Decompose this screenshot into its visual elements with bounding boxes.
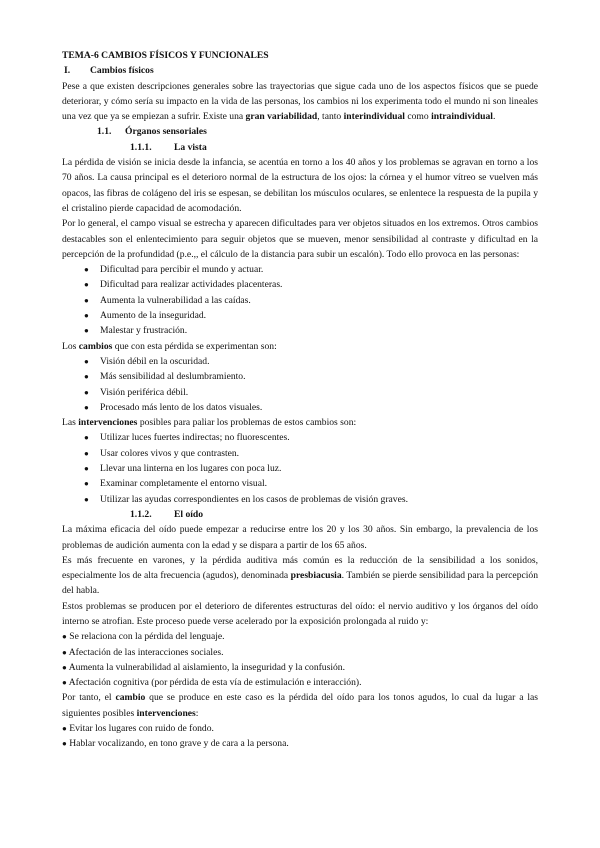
list-item: ● Examinar completamente el entorno visual. <box>62 476 538 491</box>
list-item: ● Utilizar las ayudas correspondientes en los casos de problemas de visión graves. <box>62 492 538 507</box>
text: Es más frecuente en varones, y la pérdida auditiva más común es la reducción de la sensibilidad a los sonidos, especialmente los de alta frecuencia (agudos), denominada <box>62 554 538 582</box>
section-number: 1.1.1. <box>130 141 152 153</box>
text: . También se pierde sensibilidad para la percepción del habla. <box>62 570 539 597</box>
vista-paragraph-2: Por lo general, el campo visual se estrecha y aparecen dificultades para ver objetos situados en los extremos. Otros cambios destacables son el enlentecimiento para seguir objetos que se mueven, menor sensibilidad al contraste y dificultad en la percepción de la profundidad (p.e.,, el cálculo de la distancia para subir un escalón). Todo ello provoca en las personas: <box>62 218 538 260</box>
intro-text: . <box>492 111 496 123</box>
bold-term: intervenciones <box>78 417 138 429</box>
oido-paragraph-2 <box>62 553 538 599</box>
list-item-text: Hablar vocalizando, en tono grave y de cara a la persona. <box>69 738 289 750</box>
list-item <box>62 675 538 690</box>
intro-bold: gran variabilidad <box>245 111 318 123</box>
bold-term: cambios <box>78 340 113 352</box>
intro-paragraph <box>62 79 538 125</box>
vista-cambios-list <box>62 354 538 415</box>
oido-paragraph-4 <box>62 690 538 721</box>
text: que con esta pérdida se experimentan son: <box>112 340 277 352</box>
vista-cambios-intro <box>62 339 538 354</box>
text: posibles para paliar los problemas de estos cambios son: <box>137 417 357 429</box>
list-item: ● Llevar una linterna en los lugares con poca luz. <box>62 461 538 476</box>
list-item <box>62 736 538 751</box>
section-number: I. <box>64 65 71 77</box>
list-item: ● Más sensibilidad al deslumbramiento. <box>62 369 538 384</box>
list-item: ● Malestar y frustración. <box>62 323 538 338</box>
section-label: La vista <box>174 141 207 153</box>
intro-text: como <box>404 111 432 123</box>
text: Las <box>62 417 79 429</box>
section-label: Órganos sensoriales <box>125 126 207 138</box>
section-label: Cambios físicos <box>90 65 154 77</box>
list-item <box>62 629 538 644</box>
bold-term: cambio <box>115 692 146 704</box>
oido-paragraph-1: La máxima eficacia del oído puede empezar a reducirse entre los 20 y los 30 años. Sin embargo, la prevalencia de los problemas de audición aumenta con la edad y se dispara a partir de los 65 años. <box>62 524 538 551</box>
list-item: ● Procesado más lento de los datos visuales. <box>62 400 538 415</box>
list-item <box>62 660 538 675</box>
list-item: ● Dificultad para realizar actividades placenteras. <box>62 277 538 292</box>
bullet-icon: ● <box>62 647 67 657</box>
oido-paragraph-3: Estos problemas se producen por el deterioro de diferentes estructuras del oído: el nervio auditivo y los órganos del oído interno se atrofian. Este proceso puede verse acelerado por la exposición prolongada al ruido y: <box>62 600 538 627</box>
vista-paragraph-1: La pérdida de visión se inicia desde la infancia, se acentúa en torno a los 40 años y los problemas se agravan en torno a los 70 años. La causa principal es el deterioro normal de la estructura de los ojos: la córnea y el humor vítreo se vuelven más opacos, las fibras de colágeno del iris se espesan, se debilitan los músculos oculares, se enlentece la respuesta de la pupila y el cristalino pierde capacidad de acomodación. <box>62 157 538 214</box>
section-number: 1.1. <box>97 126 112 138</box>
intro-text: Pese a que existen descripciones generales sobre las trayectorias que sigue cada uno de los aspectos físicos que se puede deteriorar, y cómo sería su impacto en la vida de las personas, los cambios ni los experimenta todo el mundo ni son lineales una vez que ya se empiezan a sufrir. Existe una <box>62 80 538 123</box>
section-number: 1.1.2. <box>130 508 152 520</box>
section-heading-el-oido <box>62 507 538 522</box>
vista-intervenciones-intro <box>62 415 538 430</box>
bullet-icon: ● <box>62 724 67 734</box>
list-item-text: Afectación de las interacciones sociales. <box>68 646 224 658</box>
list-item: ● Aumento de la inseguridad. <box>62 308 538 323</box>
text: que se produce en este caso es la pérdida del oído para los tonos agudos, lo cual da lugar a las siguientes posibles <box>62 692 539 719</box>
list-item: ● Usar colores vivos y que contrasten. <box>62 446 538 461</box>
list-item: ● Dificultad para percibir el mundo y actuar. <box>62 262 538 277</box>
intro-text: , tanto <box>317 111 344 123</box>
text: : <box>195 707 199 719</box>
section-heading-organos-sensoriales <box>62 124 538 139</box>
list-item-text: Evitar los lugares con ruido de fondo. <box>69 723 214 735</box>
intro-bold: interindividual <box>343 111 405 123</box>
list-item: ● Aumenta la vulnerabilidad a las caídas. <box>62 293 538 308</box>
bullet-icon: ● <box>62 662 67 672</box>
bold-term: presbiacusia <box>290 570 342 582</box>
list-item-text: Se relaciona con la pérdida del lenguaje. <box>69 631 225 643</box>
bold-term: intervenciones <box>136 707 196 719</box>
vista-effects-list <box>62 262 538 338</box>
bullet-icon: ● <box>62 739 67 749</box>
list-item: ● Utilizar luces fuertes indirectas; no fluorescentes. <box>62 430 538 445</box>
text: Por tanto, el <box>62 692 116 704</box>
section-heading-cambios-fisicos <box>62 63 538 78</box>
bullet-icon: ● <box>62 632 67 642</box>
list-item <box>62 645 538 660</box>
document-page <box>62 48 538 752</box>
bullet-icon: ● <box>62 678 67 688</box>
list-item-text: Aumenta la vulnerabilidad al aislamiento, la inseguridad y la confusión. <box>68 661 345 673</box>
vista-intervenciones-list <box>62 430 538 506</box>
list-item-text: Afectación cognitiva (por pérdida de esta vía de estimulación e interacción). <box>68 677 362 689</box>
list-item: ● Visión débil en la oscuridad. <box>62 354 538 369</box>
section-heading-la-vista <box>62 140 538 155</box>
oido-intervenciones-list <box>62 721 538 752</box>
section-label: El oído <box>174 508 204 520</box>
intro-bold: intraindividual <box>431 111 493 123</box>
list-item <box>62 721 538 736</box>
list-item: ● Visión periférica débil. <box>62 385 538 400</box>
text: Los <box>62 340 79 352</box>
document-title: TEMA-6 CAMBIOS FÍSICOS Y FUNCIONALES <box>62 50 269 61</box>
oido-effects-list <box>62 629 538 690</box>
